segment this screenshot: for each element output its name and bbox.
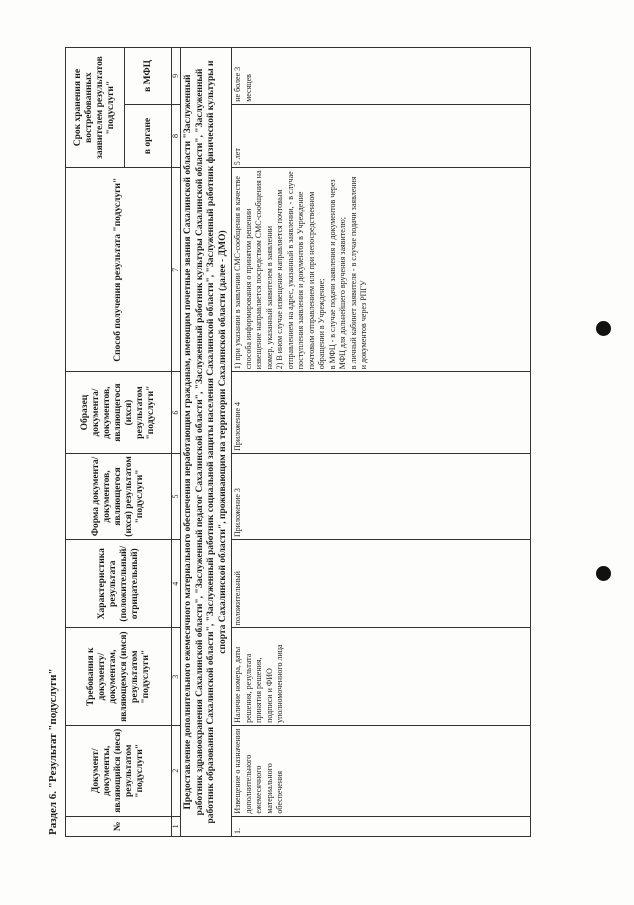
column-number: 9	[172, 48, 181, 105]
header-num: №	[66, 816, 172, 836]
cell-requirements: Наличие номера, даты решения, результата принятия решения, подписи и ФИО уполномоченного лица	[232, 628, 531, 725]
header-form: Форма документа/документов, являющегося (ихся) результатом "подуслуги"	[66, 453, 172, 539]
result-table	[65, 47, 531, 837]
method-item: 2) В ином случае извещение направляется почтовым отправлением на адрес, указанный в заявлении, - в случае поступления заявления и документов в Учреждение почтовым отправлением или при непосредственном обращении в Учреждение;	[275, 171, 326, 370]
service-banner: Предоставление дополнительного ежемесячного материального обеспечения неработающим гражданам, имеющим почетные звания Сахалинской области "Заслуженный работник здравоохранения Сахалинской области", "Заслуженный педагог Сахалинской области", "Заслуженный работник культуры Сахалинской области", "Заслуженный работник образования Сахалинской области", "Заслуженный работник социальной защиты населения Сахалинской области", "Заслуженный работник физической культуры и спорта Сахалинской области", проживающим на территории Сахалинской области (далее - ДМО)	[181, 48, 232, 837]
column-number: 4	[172, 540, 181, 628]
column-number: 1	[172, 816, 181, 836]
cell-storage-mfc: не более 3 месяцев	[232, 48, 531, 105]
column-number: 2	[172, 725, 181, 816]
cell-num: 1.	[232, 816, 531, 836]
cell-storage-organ: 5 лет	[232, 104, 531, 167]
cell-characteristic: положительный	[232, 540, 531, 628]
column-number: 8	[172, 104, 181, 167]
rotated-document	[47, 37, 583, 837]
header-docs: Документ/документы, являющийся (иеся) результатом "подуслуги"	[66, 725, 172, 816]
header-row	[66, 48, 125, 837]
method-item: 1) при указании в заявлении СМС-сообщения в качестве способа информирования о принятом решении извещение направляется посредством СМС-сообщения на номер, указанный заявителем в заявлении	[233, 170, 274, 370]
punch-hole-icon	[596, 566, 611, 581]
column-number-row	[172, 48, 181, 837]
cell-method	[232, 168, 531, 372]
column-number: 3	[172, 628, 181, 725]
header-sample: Образец документа/документов, являющегося (ихся) результатом "подуслуги"	[66, 372, 172, 454]
service-banner-row	[181, 48, 232, 837]
column-number: 5	[172, 453, 181, 539]
method-item: в личный кабинет заявителя - в случае подачи заявления и документов через РПГУ	[348, 176, 368, 370]
method-item: в МФЦ - в случае подачи заявления и документов через МФЦ для дальнейшего вручения заявителю;	[327, 179, 347, 370]
header-in-organ: в органе	[125, 104, 172, 167]
table-row	[232, 48, 531, 837]
cell-form: Приложение 3	[232, 453, 531, 539]
header-in-mfc: в МФЦ	[125, 48, 172, 105]
cell-doc: Извещение о назначении дополнительного ежемесячного материального обеспечения	[232, 725, 531, 816]
punch-hole-icon	[596, 321, 611, 336]
header-characteristic: Характеристика результата (положительный/ отрицательный)	[66, 540, 172, 628]
header-storage: Срок хранения не востребованных заявителем результатов "подуслуги"	[66, 48, 125, 168]
header-requirements: Требования к документу/документам, являющемуся (имся) результатом "подуслуги"	[66, 628, 172, 725]
header-method: Способ получения результата "подуслуги"	[66, 168, 172, 372]
cell-sample: Приложение 4	[232, 372, 531, 454]
section-caption: Раздел 6. "Результат "подуслуги"	[47, 668, 59, 835]
column-number: 6	[172, 372, 181, 454]
column-number: 7	[172, 168, 181, 372]
